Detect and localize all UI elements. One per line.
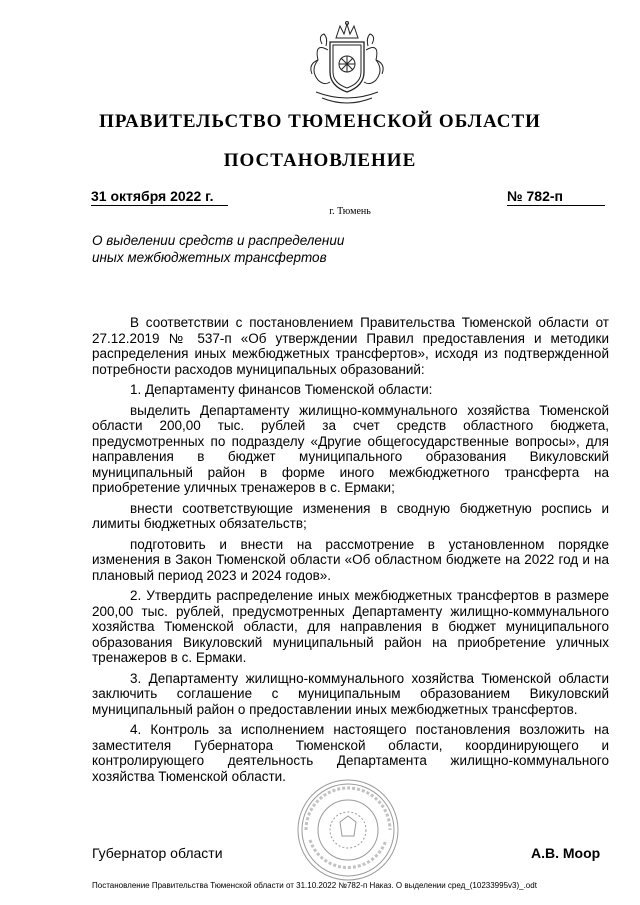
subject-line: иных межбюджетных трансфертов	[92, 250, 327, 265]
coat-of-arms-icon	[288, 20, 406, 112]
signature-name: А.В. Моор	[531, 845, 601, 861]
body-paragraph: 3. Департаменту жилищно-коммунального хозяйства Тюменской области заключить соглашение с муниципальным образованием Викуловский муниципальный район о предоставлении иных межбюджетных трансфертов.	[92, 670, 609, 717]
document-city: г. Тюмень	[329, 206, 371, 217]
body-paragraph: внести соответствующие изменения в сводную бюджетную роспись и лимиты бюджетных обязательств;	[92, 500, 609, 531]
document-footer: Постановление Правительства Тюменской области от 31.10.2022 №782-п Наказ. О выделении сред_(10233995v3)_.odt	[92, 881, 537, 890]
body-paragraph: 2. Утвердить распределение иных межбюджетных трансфертов в размере 200,00 тыс. рублей, предусмотренных Департаменту жилищно-коммунального хозяйства Тюменской области, для направления в бюджет муниципального образования Викуловский муниципальный район на приобретение уличных тренажеров в с. Ермаки.	[92, 588, 609, 665]
document-date: 31 октября 2022 г.	[91, 188, 228, 206]
official-seal-icon	[296, 778, 400, 882]
organization-title: ПРАВИТЕЛЬСТВО ТЮМЕНСКОЙ ОБЛАСТИ	[99, 111, 541, 132]
document-type: ПОСТАНОВЛЕНИЕ	[223, 150, 417, 171]
document-number: № 782-п	[507, 188, 605, 206]
body-paragraph: В соответствии с постановлением Правительства Тюменской области от 27.12.2019 № 537-п «Об утверждении Правил предоставления и методики распределения иных межбюджетных трансфертов», исходя из подтвержденной потребности расходов муниципальных образований:	[92, 315, 609, 377]
signature-title: Губернатор области	[92, 845, 223, 861]
subject-line: О выделении средств и распределении	[92, 233, 345, 248]
body-paragraph: 1. Департаменту финансов Тюменской области:	[130, 382, 433, 397]
body-paragraph: 4. Контроль за исполнением настоящего постановления возложить на заместителя Губернатора Тюменской области, координирующего и контролирующего деятельность Департамента жилищно-коммунального хозяйства Тюменской области.	[92, 722, 609, 784]
document-subject	[92, 232, 372, 266]
document-body	[92, 315, 609, 789]
body-paragraph: подготовить и внести на рассмотрение в установленном порядке изменения в Закон Тюменской области «Об областном бюджете на 2022 год и на плановый период 2023 и 2024 годов».	[92, 536, 609, 583]
body-paragraph: выделить Департаменту жилищно-коммунального хозяйства Тюменской области 200,00 тыс. рублей за счет средств областного бюджета, предусмотренных по подразделу «Другие общегосударственные вопросы», для направления в бюджет муниципального образования Викуловский муниципальный район в форме иного межбюджетного трансферта на приобретение уличных тренажеров в с. Ермаки;	[92, 402, 609, 495]
